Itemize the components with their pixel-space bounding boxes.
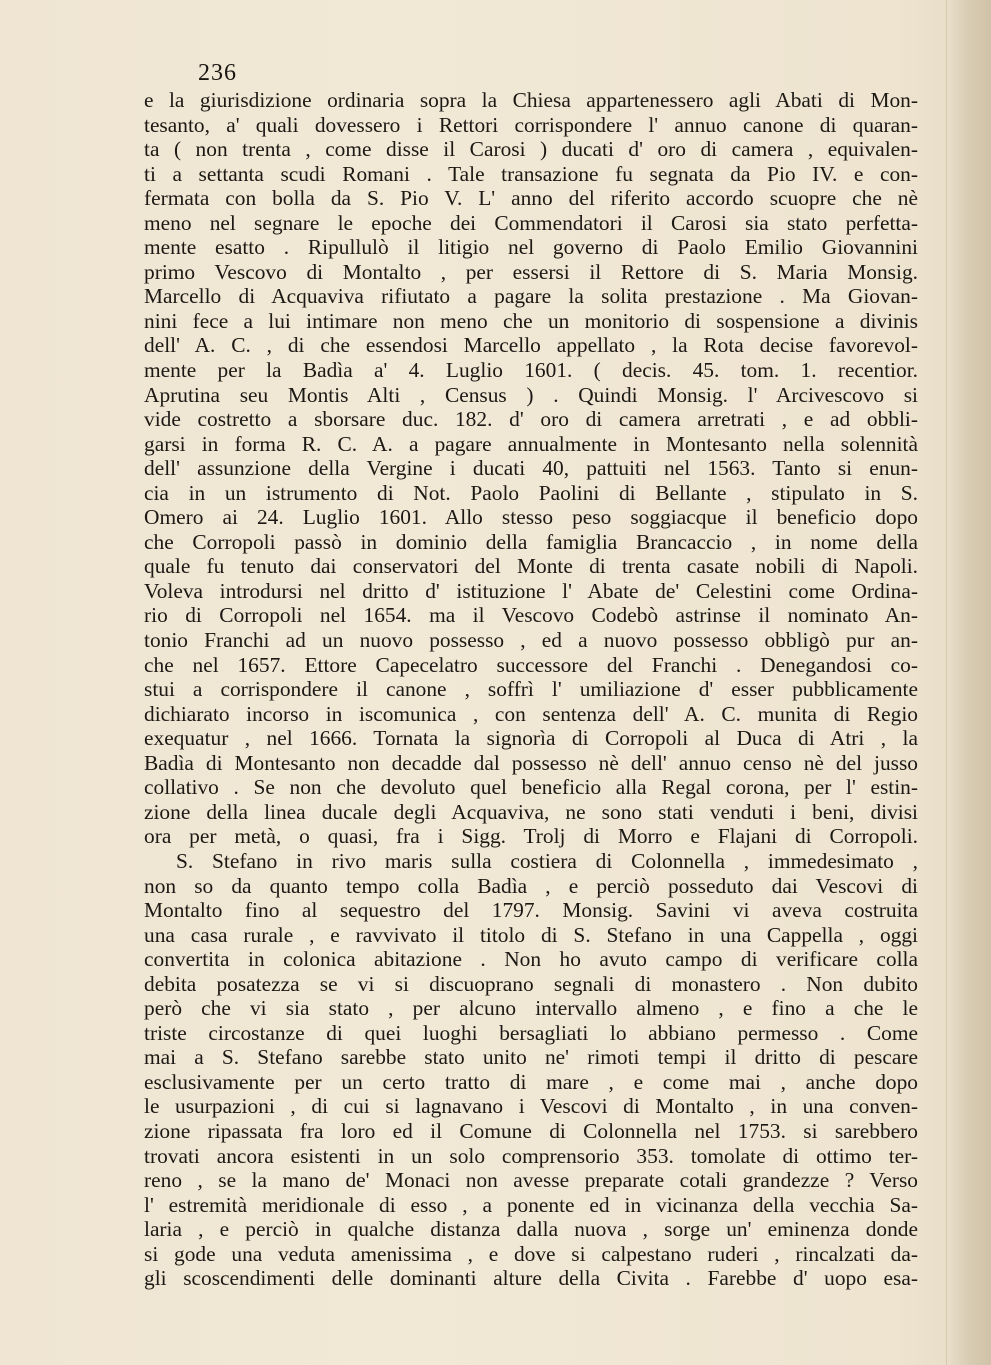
text-line: Montalto fino al sequestro del 1797. Monsig. Savini vi aveva costruita — [144, 898, 918, 923]
text-line: non so da quanto tempo colla Badìa , e perciò posseduto dai Vescovi di — [144, 873, 918, 898]
text-line: convertita in colonica abitazione . Non ho avuto campo di verificare colla — [144, 947, 918, 972]
text-line: si gode una veduta amenissima , e dove si calpestano ruderi , rincalzati da- — [144, 1241, 918, 1266]
text-line: trovati ancora esistenti in un solo comprensorio 353. tomolate di ottimo ter- — [144, 1143, 918, 1168]
page-edge — [946, 0, 991, 1365]
text-line: tonio Franchi ad un nuovo possesso , ed a nuovo possesso obbligò pur an- — [144, 628, 918, 653]
text-line: exequatur , nel 1666. Tornata la signorìa di Corropoli al Duca di Atri , la — [144, 726, 918, 751]
text-line: mai a S. Stefano sarebbe stato unito ne' rimoti tempi il dritto di pescare — [144, 1045, 918, 1070]
text-line: ti a settanta scudi Romani . Tale transazione fu segnata da Pio IV. e con- — [144, 161, 918, 186]
text-line: esclusivamente per un certo tratto di mare , e come mai , anche dopo — [144, 1069, 918, 1094]
text-line: tesanto, a' quali dovessero i Rettori corrispondere l' annuo canone di quaran- — [144, 112, 918, 137]
text-line: dell' assunzione della Vergine i ducati 40, pattuiti nel 1563. Tanto si enun- — [144, 456, 918, 481]
text-line: dichiarato incorso in iscomunica , con sentenza dell' A. C. munita di Regio — [144, 701, 918, 726]
text-line: S. Stefano in rivo maris sulla costiera di Colonnella , immedesimato , — [176, 848, 918, 873]
text-line: però che vi sia stato , per alcuno intervallo almeno , e fino a che le — [144, 996, 918, 1021]
text-line: vide costretto a sborsare duc. 182. d' oro di camera arretrati , e ad obbli- — [144, 407, 918, 432]
text-line: laria , e perciò in qualche distanza dalla nuova , sorge un' eminenza donde — [144, 1217, 918, 1242]
text-line: mente esatto . Ripullulò il litigio nel governo di Paolo Emilio Giovannini — [144, 235, 918, 260]
text-line: Voleva introdursi nel dritto d' istituzione l' Abate de' Celestini come Ordina- — [144, 578, 918, 603]
text-line: che nel 1657. Ettore Capecelatro successore del Franchi . Denegandosi co- — [144, 652, 918, 677]
text-line: fermata con bolla da S. Pio V. L' anno del riferito accordo scuopre che nè — [144, 186, 918, 211]
text-line: stui a corrispondere il canone , soffrì l' umiliazione d' esser pubblicamente — [144, 677, 918, 702]
text-line: triste circostanze di quei luoghi bersagliati lo abbiano permesso . Come — [144, 1020, 918, 1045]
text-line: Omero ai 24. Luglio 1601. Allo stesso peso soggiacque il beneficio dopo — [144, 505, 918, 530]
text-line: gli scoscendimenti delle dominanti alture della Civita . Farebbe d' uopo esa- — [144, 1266, 918, 1291]
text-line: Marcello di Acquaviva rifiutato a pagare la solita prestazione . Ma Giovan- — [144, 284, 918, 309]
text-line: cia in un istrumento di Not. Paolo Paolini di Bellante , stipulato in S. — [144, 480, 918, 505]
text-line: zione ripassata fra loro ed il Comune di Colonnella nel 1753. si sarebbero — [144, 1118, 918, 1143]
text-line: nini fece a lui intimare non meno che un monitorio di sospensione a divinis — [144, 308, 918, 333]
text-line: e la giurisdizione ordinaria sopra la Chiesa appartenessero agli Abati di Mon- — [144, 88, 918, 112]
text-line: garsi in forma R. C. A. a pagare annualmente in Montesanto nella solennità — [144, 431, 918, 456]
text-line: collativo . Se non che devoluto quel beneficio alla Regal corona, per l' estin- — [144, 775, 918, 800]
text-line: Badìa di Montesanto non decadde dal possesso nè dell' annuo censo nè del jusso — [144, 750, 918, 775]
text-line: ora per metà, o quasi, fra i Sigg. Trolj di Morro e Flajani di Corropoli. — [144, 824, 918, 849]
text-line: meno nel segnare le epoche dei Commendatori il Carosi sia stato perfetta- — [144, 210, 918, 235]
text-line: mente per la Badìa a' 4. Luglio 1601. ( decis. 45. tom. 1. recentior. — [144, 358, 918, 383]
text-line: rio di Corropoli nel 1654. ma il Vescovo Codebò astrinse il nominato An- — [144, 603, 918, 628]
text-line: primo Vescovo di Montalto , per essersi il Rettore di S. Maria Monsig. — [144, 259, 918, 284]
text-line: una casa rurale , e ravvivato il titolo di S. Stefano in una Cappella , oggi — [144, 922, 918, 947]
text-line: che Corropoli passò in dominio della famiglia Brancaccio , in nome della — [144, 529, 918, 554]
text-line: ta ( non trenta , come disse il Carosi ) ducati d' oro di camera , equivalen- — [144, 137, 918, 162]
text-line: dell' A. C. , di che essendosi Marcello appellato , la Rota decise favorevol- — [144, 333, 918, 358]
body-text — [144, 88, 918, 1291]
text-line: Aprutina seu Montis Alti , Census ) . Quindi Monsig. l' Arcivescovo si — [144, 382, 918, 407]
text-line: l' estremità meridionale di esso , a ponente ed in vicinanza della vecchia Sa- — [144, 1192, 918, 1217]
text-line: quale fu tenuto dai conservatori del Monte di trenta casate nobili di Napoli. — [144, 554, 918, 579]
page-number: 236 — [198, 60, 237, 86]
text-line: le usurpazioni , di cui si lagnavano i Vescovi di Montalto , in una conven- — [144, 1094, 918, 1119]
text-line: zione della linea ducale degli Acquaviva, ne sono stati venduti i beni, divisi — [144, 799, 918, 824]
text-line: debita posatezza se vi si discuoprano segnali di monastero . Non dubito — [144, 971, 918, 996]
text-line: reno , se la mano de' Monaci non avesse preparate cotali grandezze ? Verso — [144, 1168, 918, 1193]
